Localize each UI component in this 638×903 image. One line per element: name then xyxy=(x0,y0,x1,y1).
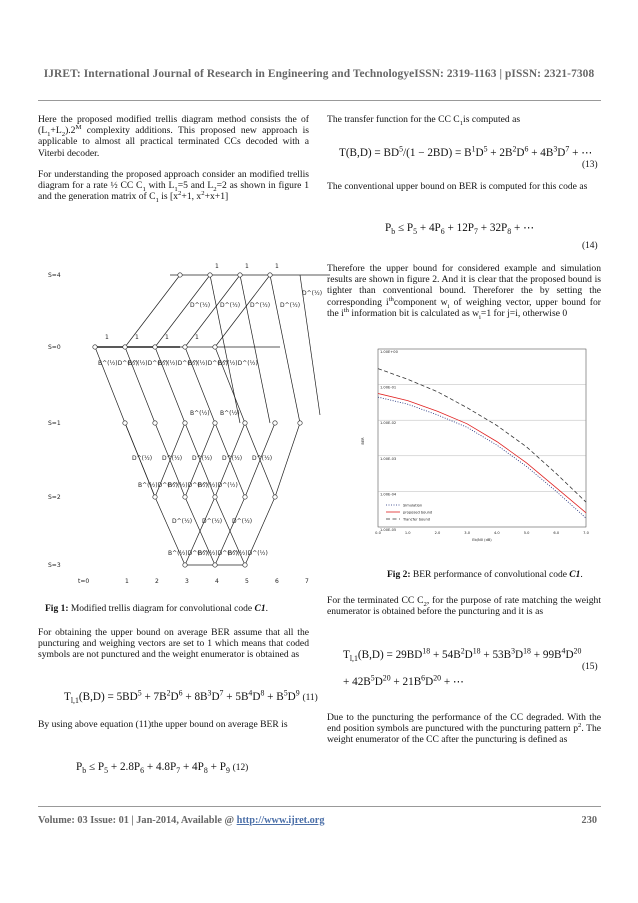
branch-label: B^(½)D^(½) xyxy=(128,360,168,367)
branch-label: D^(½) xyxy=(162,455,183,462)
legend-entry: proposed bound xyxy=(403,510,433,515)
equation-13-number: (13) xyxy=(582,160,598,170)
right-column-c2 xyxy=(327,595,601,627)
branch-label: 1 xyxy=(215,263,219,270)
para-ber-intro: By using above equation (11)the upper bound on average BER is xyxy=(38,719,288,730)
state-label: S=2 xyxy=(48,494,61,501)
footer-rule xyxy=(38,806,601,807)
branch-label: B^(½)D^(½) xyxy=(168,550,208,557)
x-tick-label: 3.0 xyxy=(464,531,471,535)
right-column-puncture xyxy=(327,712,601,756)
branch-label: D^(½) xyxy=(222,455,243,462)
para-puncturing: Due to the puncturing the performance of the CC degraded. With the end position symbols are punctured with the puncturing pattern $p^2$. The weight enumerator of the CC after the puncturing is defined as xyxy=(327,712,602,746)
equation-11: $T_{l,1}(B,D) = 5BD^5 + 7B^2D^6 + 8B^3D^7 + 5B^4D^8 + B^5D^9$ (11) xyxy=(64,688,318,706)
branch-label: B^(½)D^(½) xyxy=(138,482,178,489)
time-label: 2 xyxy=(155,578,159,585)
state-label: S=0 xyxy=(48,344,61,351)
branch-label: D^(½) xyxy=(192,455,213,462)
time-label: 7 xyxy=(305,578,309,585)
branch-label: 1 xyxy=(275,263,279,270)
branch-label: 1 xyxy=(165,334,169,341)
branch-label: D^(½) xyxy=(132,455,153,462)
branch-label: 1 xyxy=(245,263,249,270)
para-trellis-intro: Here the proposed modified trellis diagram method consists the of $(L_1+L_2).2^M$ complexity additions. This proposed new approach is applicable to almost all practical terminated CCs decoded with a Viterbi decoder. xyxy=(38,114,309,159)
branch-label: B^(½)D^(½) xyxy=(158,360,198,367)
equation-13: $T(B,D) = BD^5/(1 - 2BD) = B^1D^5 + 2B^2D^6 + 4B^3D^7$ + ⋯ xyxy=(339,144,593,159)
footer-volume: Volume: 03 Issue: 01 | Jan-2014, Available @ xyxy=(38,815,237,826)
x-tick-label: 4.0 xyxy=(493,531,500,535)
y-tick-label: 1.00E-05 xyxy=(380,528,397,532)
equation-14: $P_b \le P_5 + 4P_6 + 12P_7 + 32P_8$ + ⋯ xyxy=(385,222,535,237)
x-tick-label: 2.0 xyxy=(434,531,441,535)
y-tick-label: 1.00E-02 xyxy=(380,421,397,426)
branch-label: B^(½)D^(½) xyxy=(218,360,258,367)
equation-12: $P_b \le P_5 + 2.8P_6 + 4.8P_7 + 4P_8 + P_9$ (12) xyxy=(76,761,249,776)
branch-label: B^(½)D^(½) xyxy=(188,360,228,367)
time-label: 3 xyxy=(185,578,189,585)
x-tick-label: 7.0 xyxy=(583,531,589,535)
para-trellis-example: For understanding the proposed approach consider an modified trellis diagram for a rate ½ CC $C_1$ with $L_1=5$ and $L_2=2$ as shown in figure 1 and the generation matrix of $C_1$ is [$x^2+1$, $x^2+x+1$] xyxy=(38,168,309,205)
left-column xyxy=(38,114,309,212)
legend-entry: Trancfer bound xyxy=(403,517,431,522)
branch-label: 1 xyxy=(105,334,109,341)
para-results: Therefore the upper bound for considered example and simulation results are shown in figure 2. And it is clear that the proposed bound is tighter than conventional bound. Thereforer the by setting the corresponding $i^{th}component$ $w_i$ of weighing vector, upper bound for the $i^{th}$ information bit is calculated as $w_i=1$ for j=i, otherwise 0 xyxy=(327,263,601,321)
branch-label: B^(½)D^(½) xyxy=(198,482,238,489)
branch-label: B^(½)D^(½) xyxy=(98,360,138,367)
branch-label: B^(½)D^(½) xyxy=(168,482,208,489)
y-tick-label: 1.00E-04 xyxy=(380,492,397,497)
branch-label: D^(½) xyxy=(232,518,253,525)
branch-label: D^(½) xyxy=(280,302,301,309)
journal-header: IJRET: International Journal of Research in Engineering and TechnologyeISSN: 2319-1163 | pISSN: 2321-7308 xyxy=(43,68,595,80)
time-label: t=0 xyxy=(78,578,90,585)
fig2-caption: Fig 2: BER performance of convolutional code C1. xyxy=(387,570,583,580)
branch-label: D^(½) xyxy=(202,518,223,525)
equation-15-line1: $T_{l,1}(B,D) = 29BD^{18} + 54B^2D^{18} + 53B^3D^{18} + 99B^4D^{20}$ xyxy=(343,646,582,664)
header-rule xyxy=(38,100,601,101)
branch-label: D^(½) xyxy=(220,302,241,309)
x-axis-label: Eb/N0 (dB) xyxy=(472,538,492,542)
right-column-conv xyxy=(327,181,601,202)
fig1-caption: Fig 1: Modified trellis diagram for convolutional code C1. xyxy=(45,604,268,614)
ber-chart xyxy=(352,345,592,545)
branch-label: B^(½) xyxy=(220,410,240,417)
y-axis-label: BER xyxy=(361,437,365,445)
para-transfer-function: The transfer function for the CC $C_1is$ computed as xyxy=(327,114,521,127)
right-column-results xyxy=(327,263,601,329)
left-column-lower xyxy=(38,627,309,671)
page-number: 230 xyxy=(581,815,597,826)
legend-entry: Simulation xyxy=(403,503,423,508)
time-label: 1 xyxy=(125,578,129,585)
x-tick-label: 6.0 xyxy=(553,531,560,535)
branch-label: D^(½) xyxy=(190,302,211,309)
x-tick-label: 1.0 xyxy=(404,531,411,535)
branch-label: D^(½) xyxy=(252,455,273,462)
y-tick-label: 1.00E-01 xyxy=(380,385,397,390)
para-upper-bound-assumption: For obtaining the upper bound on average BER assume that all the puncturing and weighing vectors are set to 1 which means that coded symbols are not punctured and the weight enumerator is obtained as xyxy=(38,627,309,661)
equation-15-number: (15) xyxy=(582,662,598,672)
trellis-diagram xyxy=(40,255,330,585)
para-terminated-c2: For the terminated CC $C_2$, for the purpose of rate matching the weight enumerator is obtained before the puncturing and it is as xyxy=(327,595,601,618)
para-conventional-bound: The conventional upper bound on BER is computed for this code as xyxy=(327,181,588,192)
page-footer xyxy=(38,815,601,826)
y-tick-label: 1.00E-03 xyxy=(380,456,397,461)
state-label: S=3 xyxy=(48,562,61,569)
branch-label: D^(½) xyxy=(302,290,323,297)
time-label: 6 xyxy=(275,578,279,585)
branch-label: B^(½)D^(½) xyxy=(198,550,238,557)
x-tick-label: 0.0 xyxy=(375,531,381,535)
branch-label: D^(½) xyxy=(250,302,271,309)
branch-label: B^(½)D^(½) xyxy=(228,550,268,557)
branch-label: D^(½) xyxy=(172,518,193,525)
plot-area xyxy=(378,349,586,527)
state-label: S=4 xyxy=(48,272,61,279)
equation-14-number: (14) xyxy=(582,241,598,251)
x-tick-label: 5.0 xyxy=(523,531,530,535)
time-label: 4 xyxy=(215,578,219,585)
journal-link[interactable]: http://www.ijret.org xyxy=(236,815,325,826)
para-ber-intro-wrap xyxy=(38,719,309,740)
branch-label: B^(½) xyxy=(190,410,210,417)
equation-15-line2: + $42B^5D^{20} + 21B^6D^{20}$ + ⋯ xyxy=(343,673,465,688)
state-label: S=1 xyxy=(48,420,61,427)
branch-label: 1 xyxy=(135,334,139,341)
right-column xyxy=(327,114,601,135)
time-label: 5 xyxy=(245,578,249,585)
y-tick-label: 1.00E+00 xyxy=(380,350,398,354)
branch-label: 1 xyxy=(195,334,199,341)
